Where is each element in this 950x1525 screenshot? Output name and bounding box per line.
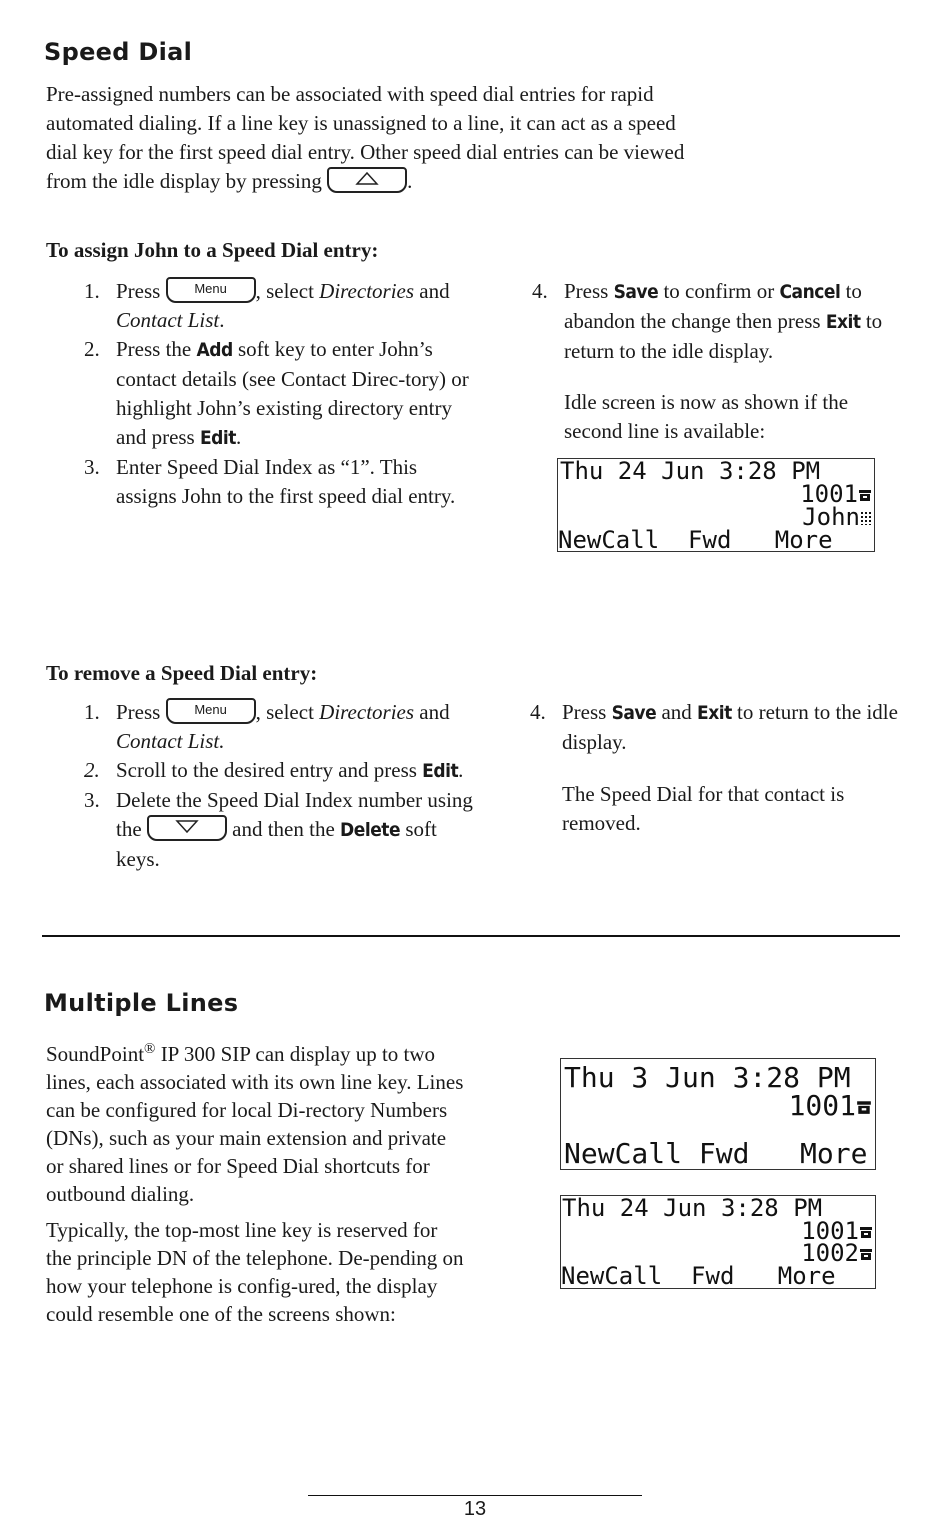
- menu-key: Menu: [166, 277, 256, 303]
- list-item: 4. Press Save and Exit to return to the idle display.: [530, 700, 898, 754]
- lcd-row-line1: 1001: [789, 1089, 872, 1122]
- down-arrow-key: [147, 815, 227, 841]
- list-item: 3. Enter Speed Dial Index as “1”. This assigns John to the first speed dial entry.: [84, 455, 456, 509]
- list-item: 1. Press Menu , select Directories and Contact List.: [84, 279, 450, 333]
- phone-icon: [856, 1099, 872, 1115]
- remove-heading: To remove a Speed Dial entry:: [46, 661, 318, 685]
- lcd-display-single-line: [560, 1058, 876, 1170]
- page-number: 13: [463, 1498, 487, 1520]
- lcd-row-softkeys: NewCall Fwd More: [558, 526, 833, 552]
- multiple-lines-para-1: SoundPoint® IP 300 SIP can display up to two lines, each associated with its own line key. Lines can be configured for local Di-rectory Numbers (DNs), such as your main extension and private or shared lines or for Speed Dial shortcuts for outbound dialing.: [46, 1041, 464, 1206]
- lcd-row-line2: 1002: [801, 1240, 873, 1266]
- speed-dial-intro: Pre-assigned numbers can be associated with speed dial entries for rapid automated dialing. If a line key is unassigned to a line, it can act as a speed dial key for the first speed dial entry. Other speed dial entries can be viewed from the idle display by pressing .: [46, 82, 685, 193]
- idle-screen-note: Idle screen is now as shown if the second line is available:: [564, 390, 849, 443]
- lcd-row-line1: 1001: [800, 481, 872, 507]
- assign-heading: To assign John to a Speed Dial entry:: [46, 238, 379, 262]
- phone-icon: [858, 488, 872, 502]
- list-item: 2. Press the Add soft key to enter John’s contact details (see Contact Direc-tory) or highlight John’s existing directory entry and press Edit.: [84, 337, 469, 450]
- assign-steps-left: [84, 277, 474, 511]
- remove-steps-left: [84, 698, 484, 874]
- remove-steps-right: [530, 698, 902, 757]
- up-arrow-icon: [354, 171, 380, 185]
- speed-dial-icon: [860, 511, 872, 525]
- lcd-row-datetime: Thu 3 Jun 3:28 PM: [564, 1061, 851, 1094]
- phone-icon: [859, 1225, 873, 1239]
- lcd-row-softkeys: NewCall Fwd More: [564, 1137, 868, 1170]
- list-item: 1. Press Menu , select Directories and Contact List.: [84, 700, 450, 754]
- lcd-display-two-lines: [560, 1195, 876, 1289]
- removed-note: The Speed Dial for that contact is removed.: [562, 782, 845, 835]
- list-item: 4. Press Save to confirm or Cancel to abandon the change then press Exit to return to the idle display.: [532, 279, 883, 363]
- section-title-speed-dial: Speed Dial: [44, 38, 193, 66]
- assign-steps-right: [532, 277, 902, 366]
- up-arrow-key: [327, 167, 407, 193]
- multiple-lines-para-2: Typically, the top-most line key is reserved for the principle DN of the telephone. De-pending on how your telephone is config-ured, the display could resemble one of the screens shown:: [46, 1218, 464, 1326]
- lcd-row-softkeys: NewCall Fwd More: [561, 1262, 836, 1289]
- phone-icon: [859, 1247, 873, 1261]
- list-item: 3. Delete the Speed Dial Index number using the and then the Delete soft keys.: [84, 788, 473, 872]
- footer-rule: [308, 1495, 642, 1496]
- list-item: 2. Scroll to the desired entry and press Edit.: [84, 758, 464, 783]
- lcd-display-speed-dial: [557, 458, 875, 552]
- lcd-row-line1: 1001: [801, 1218, 873, 1244]
- lcd-row-datetime: Thu 24 Jun 3:28 PM: [562, 1195, 823, 1222]
- menu-key: Menu: [166, 698, 256, 724]
- lcd-row-datetime: Thu 24 Jun 3:28 PM: [560, 458, 821, 485]
- section-title-multiple-lines: Multiple Lines: [44, 989, 239, 1017]
- lcd-row-speed-dial: John: [802, 504, 872, 530]
- down-arrow-icon: [174, 819, 200, 833]
- section-divider: [42, 935, 900, 937]
